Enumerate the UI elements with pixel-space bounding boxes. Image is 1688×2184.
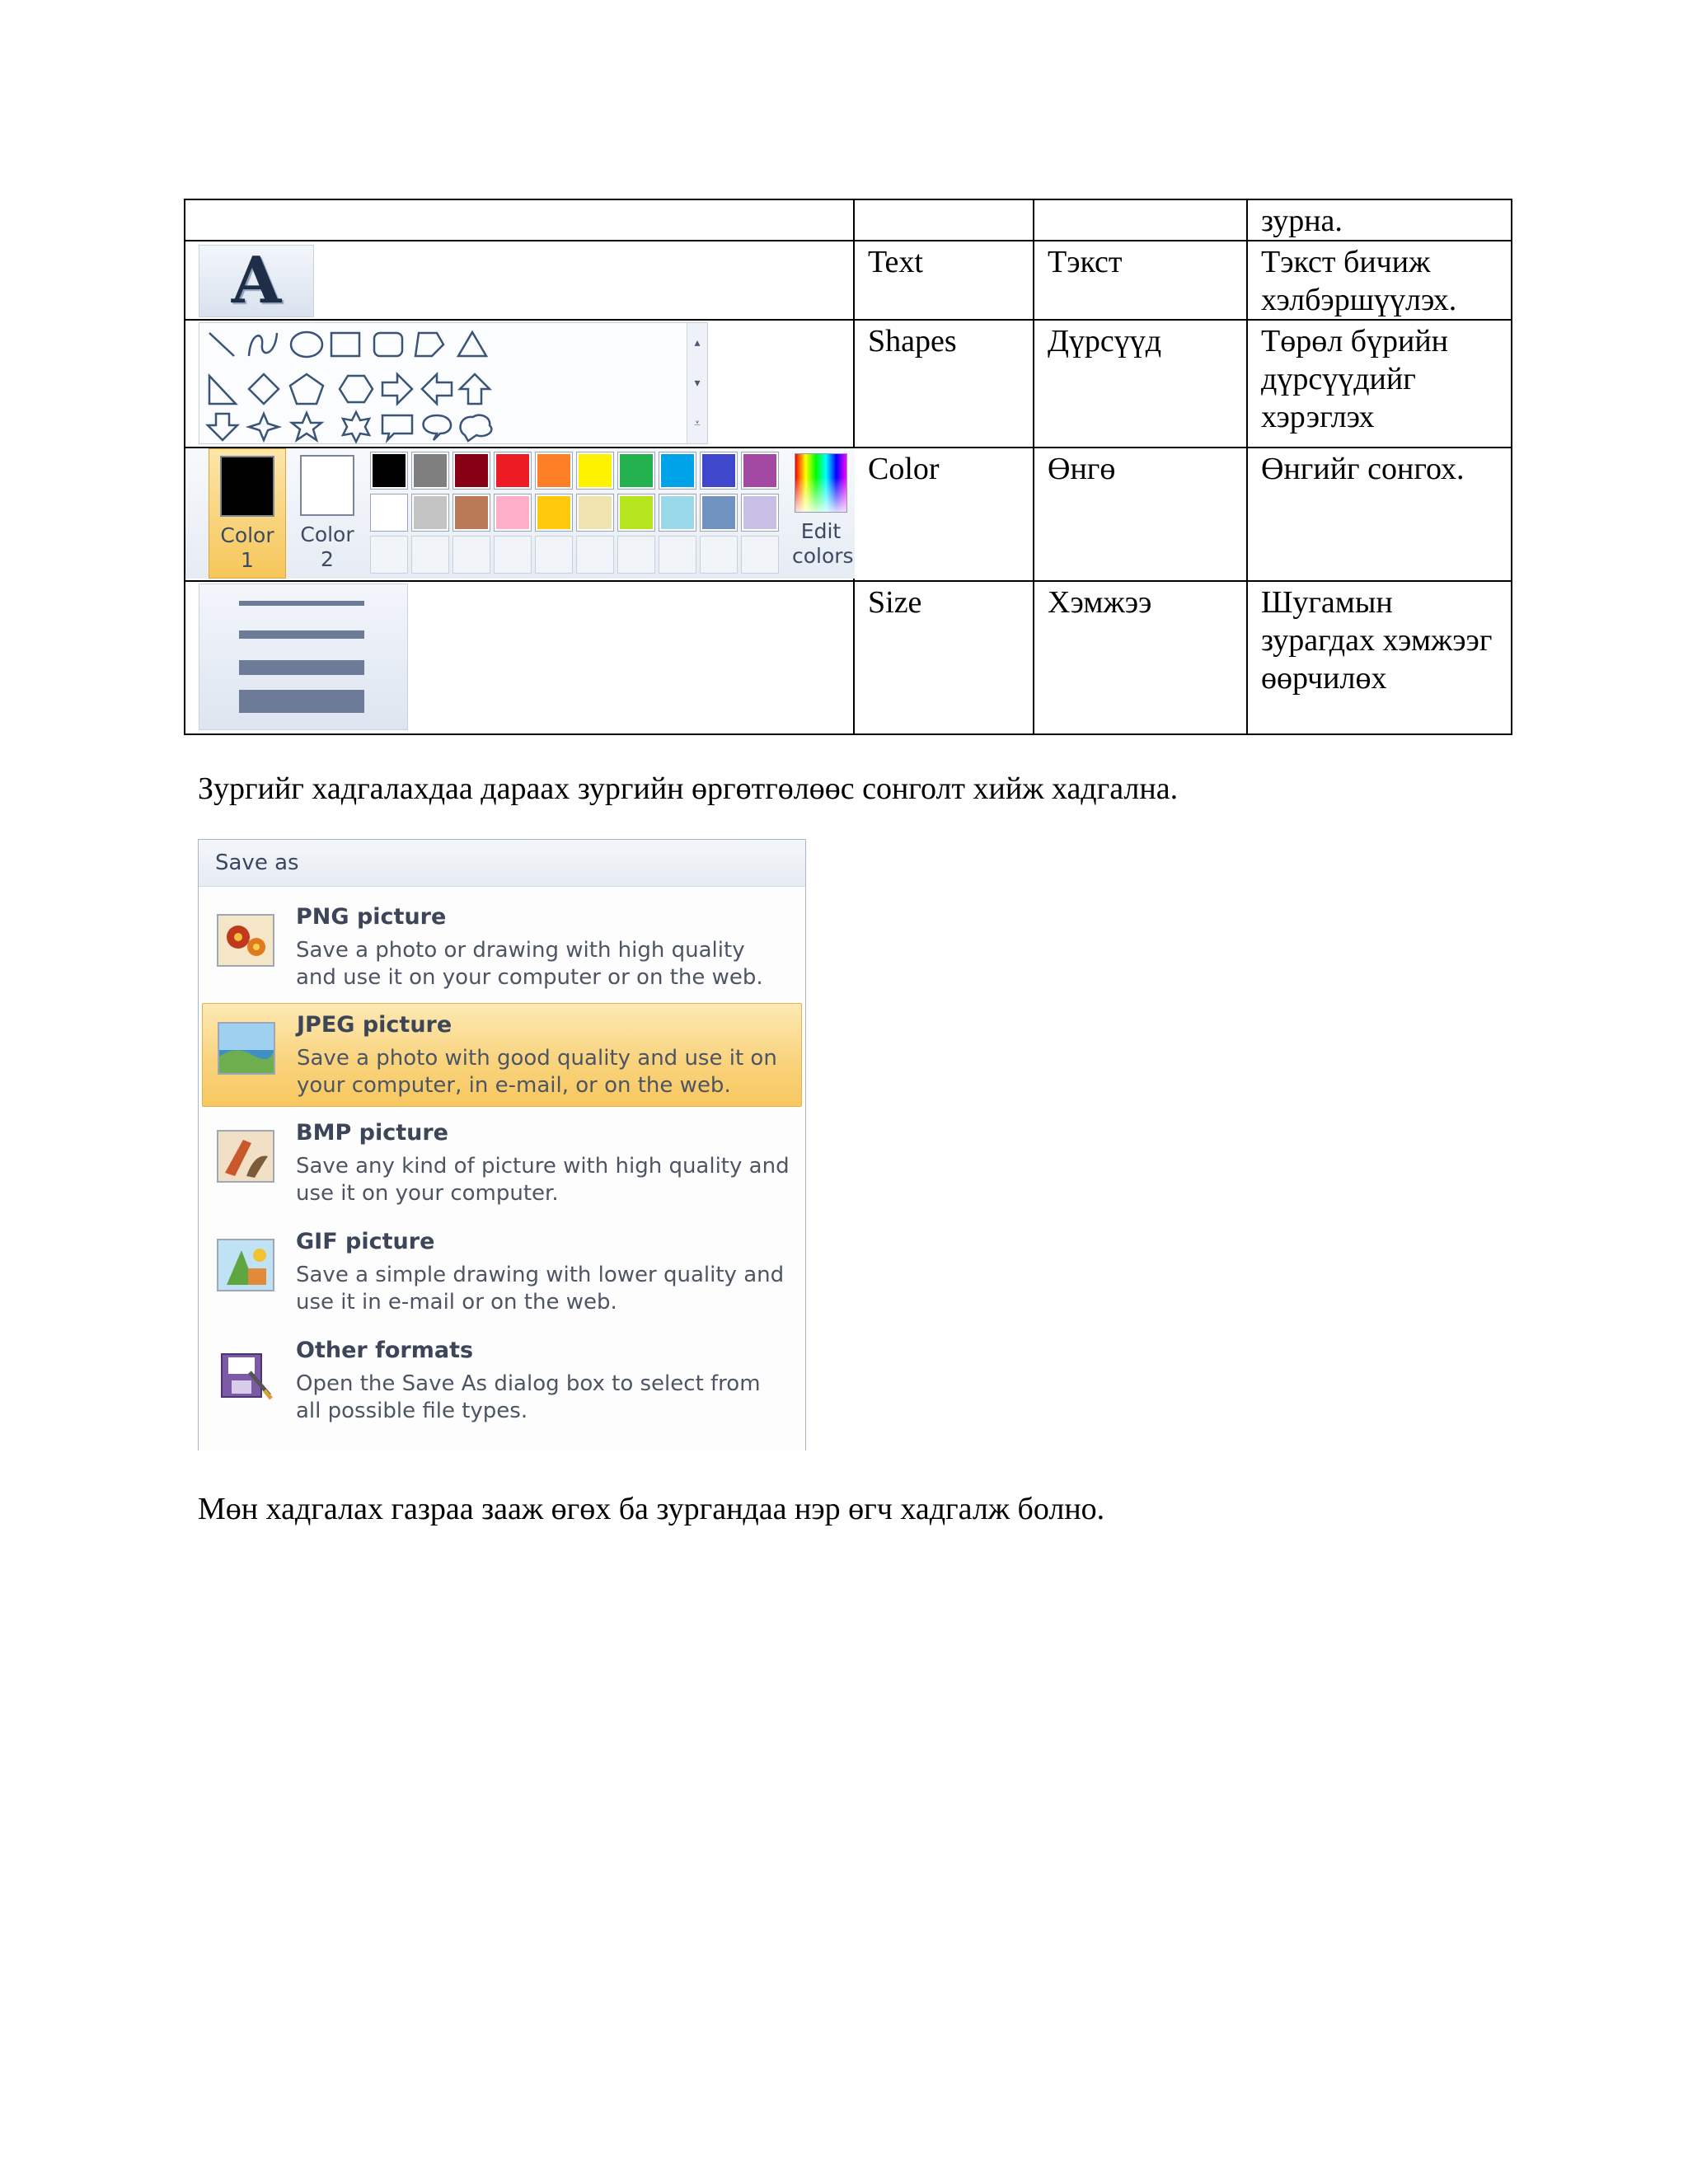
down-arrow-shape-icon <box>208 414 237 440</box>
custom-color-slot[interactable] <box>659 536 696 574</box>
edit-colors-label: Edit colors <box>792 519 854 568</box>
polygon-shape-icon <box>415 333 443 356</box>
tools-table <box>184 199 1512 735</box>
paragraph-save-instructions: Зургийг хадгалахдаа дараах зургийн өргөтгөлөөс сонголт хийж хадгална. <box>198 771 1179 806</box>
color-swatch[interactable] <box>700 452 738 490</box>
image-cell <box>185 581 854 734</box>
mongolian-name-cell: Хэмжээ <box>1034 581 1247 734</box>
table-row <box>185 581 1512 734</box>
mongolian-name-cell: Өнгө <box>1034 448 1247 581</box>
color-swatch[interactable] <box>741 452 779 490</box>
text-tool-icon[interactable]: A <box>199 245 314 317</box>
custom-color-slot[interactable] <box>535 536 573 574</box>
color-swatch[interactable] <box>659 494 696 532</box>
custom-color-slot[interactable] <box>494 536 532 574</box>
image-cell <box>185 241 854 320</box>
color-swatch[interactable] <box>494 494 532 532</box>
color-swatch[interactable] <box>411 452 449 490</box>
custom-color-slot[interactable] <box>370 536 408 574</box>
cloud-callout-shape-icon <box>461 415 492 441</box>
table-row <box>185 448 1512 581</box>
menu-item-jpeg[interactable] <box>202 1003 802 1107</box>
up-arrow-shape-icon <box>460 374 490 404</box>
rounded-rectangle-shape-icon <box>374 333 402 356</box>
menu-item-png[interactable] <box>202 896 802 1000</box>
description-cell: Шугамын зурагдах хэмжээг өөрчилөх <box>1247 581 1512 734</box>
triangle-shape-icon <box>458 332 486 356</box>
english-name-cell: Text <box>854 241 1034 320</box>
curve-shape-icon <box>249 333 277 356</box>
custom-color-slot[interactable] <box>741 536 779 574</box>
png-picture-icon <box>217 914 274 967</box>
gif-picture-icon <box>217 1239 274 1291</box>
custom-color-slot[interactable] <box>411 536 449 574</box>
menu-item-title: GIF picture <box>296 1229 435 1254</box>
rect-callout-shape-icon <box>382 415 412 440</box>
bmp-picture-icon <box>217 1130 274 1183</box>
save-as-menu <box>198 839 806 1451</box>
menu-item-description: Save any kind of picture with high quality and use it on your computer. <box>296 1154 790 1206</box>
color2-swatch <box>300 455 354 516</box>
description-cell: Өнгийг сонгох. <box>1247 448 1512 581</box>
color-swatch[interactable] <box>494 452 532 490</box>
right-triangle-shape-icon <box>209 376 236 404</box>
paragraph-save-location: Мөн хадгалах газраа зааж өгөх ба зургандаа нэр өгч хадгалж болно. <box>198 1492 1105 1526</box>
right-arrow-shape-icon <box>382 374 412 404</box>
custom-color-slot[interactable] <box>452 536 490 574</box>
menu-item-description: Save a photo with good quality and use it on your computer, in e-mail, or on the web. <box>297 1046 777 1098</box>
menu-item-description: Open the Save As dialog box to select from all possible file types. <box>296 1371 761 1423</box>
table-row <box>185 199 1512 241</box>
menu-item-bmp[interactable] <box>202 1112 802 1216</box>
color-swatch[interactable] <box>411 494 449 532</box>
custom-color-slot[interactable] <box>700 536 738 574</box>
size-tool-icon[interactable] <box>199 583 408 730</box>
palette-swatches <box>370 452 779 574</box>
color-swatch[interactable] <box>741 494 779 532</box>
four-point-star-shape-icon <box>249 414 279 440</box>
color-swatch[interactable] <box>576 452 614 490</box>
color-swatch[interactable] <box>659 452 696 490</box>
english-name-cell: Color <box>854 448 1034 581</box>
menu-item-description: Save a simple drawing with lower quality and use it in e-mail or on the web. <box>296 1263 785 1315</box>
color-swatch[interactable] <box>576 494 614 532</box>
color-swatch[interactable] <box>617 452 655 490</box>
color-swatch[interactable] <box>370 494 408 532</box>
menu-item-title: BMP picture <box>296 1120 448 1146</box>
scroll-down-icon[interactable]: ▾ <box>694 376 701 390</box>
image-cell <box>185 320 854 448</box>
color-swatch[interactable] <box>617 494 655 532</box>
custom-color-slot[interactable] <box>617 536 655 574</box>
rectangle-shape-icon <box>331 333 359 356</box>
color2-button[interactable] <box>289 448 365 577</box>
english-name-cell: Shapes <box>854 320 1034 448</box>
five-point-star-shape-icon <box>292 413 321 440</box>
english-name-cell <box>854 199 1034 241</box>
shapes-icons <box>199 323 686 443</box>
description-cell: зурна. <box>1247 199 1512 241</box>
mongolian-name-cell: Дүрсүүд <box>1034 320 1247 448</box>
diamond-shape-icon <box>249 374 279 404</box>
image-cell <box>185 448 854 581</box>
edit-colors-button[interactable] <box>787 448 855 577</box>
custom-color-slot[interactable] <box>576 536 614 574</box>
jpeg-picture-icon <box>218 1022 275 1075</box>
color2-label: Color 2 <box>300 523 354 571</box>
thin-line-icon <box>239 601 364 606</box>
menu-item-other-formats[interactable] <box>202 1329 802 1433</box>
image-cell <box>185 199 854 241</box>
color-spectrum-icon <box>795 453 847 513</box>
shapes-gallery[interactable] <box>199 322 708 444</box>
line-shape-icon <box>209 333 234 356</box>
menu-item-title: PNG picture <box>296 904 447 930</box>
color-swatch[interactable] <box>452 452 490 490</box>
description-cell: Тэкст бичиж хэлбэршүүлэх. <box>1247 241 1512 320</box>
mongolian-name-cell <box>1034 199 1247 241</box>
color-swatch[interactable] <box>535 452 573 490</box>
menu-item-title: JPEG picture <box>297 1012 452 1038</box>
color-palette <box>185 448 855 579</box>
oval-shape-icon <box>291 332 322 357</box>
hexagon-shape-icon <box>340 376 373 402</box>
other-formats-icon <box>217 1347 274 1400</box>
color-swatch[interactable] <box>700 494 738 532</box>
menu-header: Save as <box>199 840 805 887</box>
color1-swatch <box>220 456 274 517</box>
color-swatch[interactable] <box>370 452 408 490</box>
thick-line-icon <box>239 660 364 675</box>
thickest-line-icon <box>239 690 364 713</box>
scroll-up-icon[interactable]: ▴ <box>694 336 701 350</box>
six-point-star-shape-icon <box>343 412 369 442</box>
color1-label: Color 1 <box>220 523 274 572</box>
description-cell: Төрөл бүрийн дүрсүүдийг хэрэглэх <box>1247 320 1512 448</box>
color-swatch[interactable] <box>535 494 573 532</box>
color-swatch[interactable] <box>452 494 490 532</box>
mongolian-name-cell: Тэкст <box>1034 241 1247 320</box>
menu-item-gif[interactable] <box>202 1221 802 1324</box>
color1-button[interactable] <box>209 448 286 579</box>
medium-line-icon <box>239 630 364 639</box>
left-arrow-shape-icon <box>422 374 452 404</box>
table-row <box>185 241 1512 320</box>
gallery-expand-icon[interactable]: ⩡ <box>694 416 701 430</box>
pentagon-shape-icon <box>290 374 323 404</box>
menu-item-description: Save a photo or drawing with high quality and use it on your computer or on the web. <box>296 938 763 990</box>
oval-callout-shape-icon <box>424 415 452 440</box>
menu-item-title: Other formats <box>296 1338 474 1363</box>
gallery-scrollbar[interactable] <box>687 323 707 443</box>
english-name-cell: Size <box>854 581 1034 734</box>
table-row <box>185 320 1512 448</box>
